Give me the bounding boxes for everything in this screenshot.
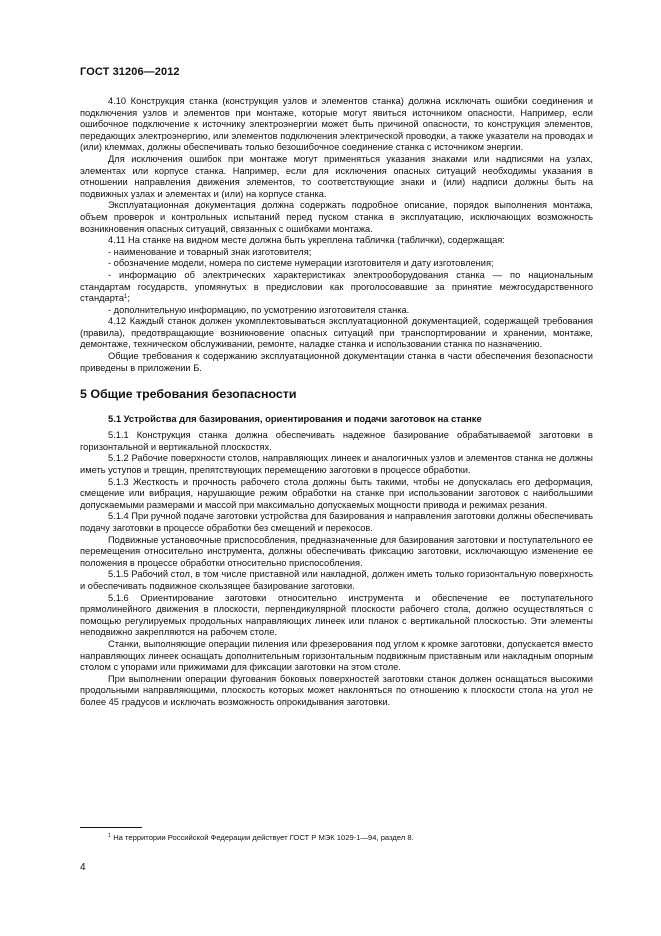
section-5-1-heading: 5.1 Устройства для базирования, ориентирования и подачи заготовок на станке — [108, 413, 482, 425]
footnote-divider — [80, 827, 142, 828]
footnote-text: На территории Российской Федерации действует ГОСТ Р МЭК 1029-1—94, раздел 8. — [113, 833, 414, 842]
paragraph: Общие требования к содержанию эксплуатационной документации станка в части обеспечения безопасности приведены в приложении Б. — [80, 351, 593, 373]
page-number: 4 — [80, 862, 86, 873]
paragraph-5-1-4: 5.1.4 При ручной подаче заготовки устройства для базирования и направления заготовки должны обеспечивать подачу заготовки в процессе обработки без смещений и перекосов. — [80, 511, 593, 533]
paragraph-4-12: 4.12 Каждый станок должен укомплектовываться эксплуатационной документацией, содержащей требования (правила), предотвращающие возникновение опасных ситуаций при транспортировании и хранении, монтаже, демонтаже, техническом обслуживании, ремонте, наладке станка и использовании станка по назначению. — [80, 316, 593, 350]
list-item — [80, 270, 593, 305]
paragraph: Эксплуатационная документация должна содержать подробное описание, порядок выполнения монтажа, объем проверок и контрольных испытаний перед пуском станка в эксплуатацию, исключающих возможность возникновения опасных ситуаций, связанных с ошибками монтажа. — [80, 200, 593, 234]
list-item: - дополнительную информацию, по усмотрению изготовителя станка. — [108, 304, 410, 315]
list-item: - обозначение модели, номера по системе нумерации изготовителя и дату изготовления; — [108, 258, 494, 269]
paragraph-5-1-1: 5.1.1 Конструкция станка должна обеспечивать надежное базирование обрабатываемой заготовки в горизонтальной и вертикальной плоскостях. — [80, 430, 593, 452]
paragraph: Для исключения ошибок при монтаже могут применяться указания знаками или надписями на узлах, элементах или корпусе станка. Например, если для исключения опасных ситуаций необходимы указания в отношении направления движения элементов, то соответствующие знаки и (или) надписи должны быть на подвижных узлах и элементах и (или) на корпусе станка. — [80, 153, 593, 199]
section-5-heading: 5 Общие требования безопасности — [80, 387, 297, 402]
list-item-tail: ; — [127, 293, 130, 304]
paragraph: Подвижные установочные приспособления, предназначенные для базирования заготовки и поступательного ее перемещения относительно инструмента, должны обеспечивать фиксацию заготовки, исключающую изменение ее положения в процессе обработки относительно приспособления. — [80, 534, 593, 568]
document-header: ГОСТ 31206—2012 — [80, 66, 180, 78]
document-body — [80, 96, 593, 709]
paragraph-5-1-3: 5.1.3 Жесткость и прочность рабочего стола должны быть такими, чтобы не допускалась его деформация, смещение или вибрация, нарушающие режим обработки на станке при использовании заготовок с наибольшими допускаемыми размерами и массой при максимально допускаемых мощности привода и режимах резания. — [80, 476, 593, 510]
paragraph-4-10: 4.10 Конструкция станка (конструкция узлов и элементов станка) должна исключать ошибки соединения и подключения узлов и элементов при монтаже, которые могут явиться источником опасности. Например, если ошибочное подключение к источнику электроэнергии может быть причиной опасности, то конструкция элементов, передающих электроэнергию, или элементов подключения электрической проводки, а также указатели на проводах и (или) клеммах, должны обеспечивать только безошибочное соединение станка с источником энергии. — [80, 96, 593, 153]
paragraph: Станки, выполняющие операции пиления или фрезерования под углом к кромке заготовки, допускается вместо направляющих линеек оснащать дополнительным горизонтальным подвижным приставным или накладным опорным столом с упорами или прижимами для фиксации заготовки на этом столе. — [80, 638, 593, 673]
paragraph-5-1-6: 5.1.6 Ориентирование заготовки относительно инструмента и обеспечение ее поступательного прямолинейного движения в плоскости, перпендикулярной плоскости рабочего стола, должно осуществляться с помощью регулируемых продольных направляющих линеек или планок с вертикальной плоскостью. Эти элементы неподвижно закрепляются на рабочем столе. — [80, 592, 593, 638]
footnote-ref[interactable]: 1 — [124, 294, 128, 301]
list-item: - наименование и товарный знак изготовителя; — [108, 246, 312, 257]
footnote — [108, 833, 588, 843]
footnote-mark: 1 — [108, 833, 112, 839]
paragraph: При выполнении операции фугования боковых поверхностей заготовки станок должен оснащаться высокими продольными направляющими, плоскость которых может наклоняться по отношению к плоскости стола на угол не более 45 градусов и исключать возможность опрокидывания заготовки. — [80, 673, 593, 707]
list-item-text: - информацию об электрических характеристиках электрооборудования станка — по национальным стандартам государств, упомянутых в предисловии как проголосовавшие за принятие межгосударственного стандарта — [80, 269, 593, 304]
paragraph-4-11: 4.11 На станке на видном месте должна быть укреплена табличка (таблички), содержащая: — [108, 235, 505, 246]
paragraph-5-1-2: 5.1.2 Рабочие поверхности столов, направляющих линеек и аналогичных узлов и элементов станка не должны иметь уступов и трещин, препятствующих перемещению заготовки в процессе обработки. — [80, 453, 593, 476]
paragraph-5-1-5: 5.1.5 Рабочий стол, в том числе приставной или накладной, должен иметь только горизонтальную поверхность и обеспечивать подвижное скользящее базирование заготовки. — [80, 569, 593, 591]
